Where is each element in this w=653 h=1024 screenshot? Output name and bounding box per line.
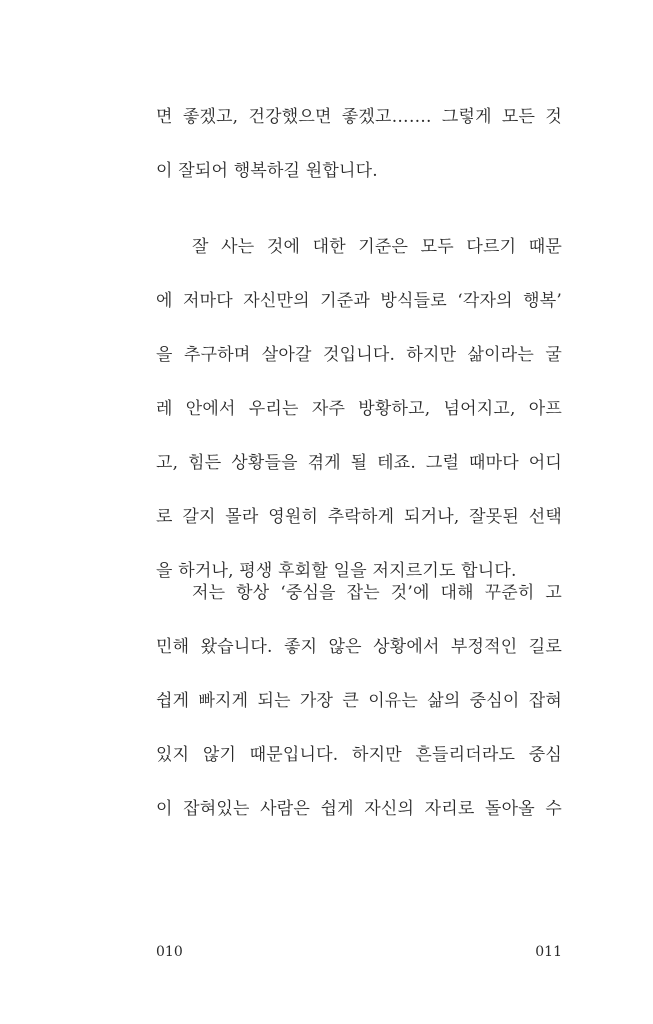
paragraph-line: 면 좋겠고, 건강했으면 좋겠고……. 그렇게 모든 것 [156, 107, 562, 127]
paragraph-line: 있지 않기 때문입니다. 하지만 흔들리더라도 중심 [156, 745, 562, 765]
paragraph-line: 민해 왔습니다. 좋지 않은 상황에서 부정적인 길로 [156, 637, 562, 657]
paragraph-line: 을 추구하며 살아갈 것입니다. 하지만 삶이라는 굴 [156, 345, 562, 365]
paragraph-line: 쉽게 빠지게 되는 가장 큰 이유는 삶의 중심이 잡혀 [156, 691, 562, 711]
paragraph-line: 에 저마다 자신만의 기준과 방식들로 ‘각자의 행복’ [156, 291, 562, 311]
paragraph-line: 고, 힘든 상황들을 겪게 될 테죠. 그럴 때마다 어디 [156, 453, 562, 473]
paragraph-line: 레 안에서 우리는 자주 방황하고, 넘어지고, 아프 [156, 399, 562, 419]
page-number-right: 011 [535, 944, 562, 960]
paragraph-2 [156, 220, 562, 598]
paragraph-3 [156, 566, 562, 836]
paragraph-1 [156, 90, 562, 198]
page-number-left: 010 [156, 944, 183, 960]
paragraph-line: 잘 사는 것에 대한 기준은 모두 다르기 때문 [192, 237, 562, 257]
paragraph-line: 이 잘되어 행복하길 원합니다. [156, 161, 378, 181]
paragraph-line: 을 하거나, 평생 후회할 일을 저지르기도 합니다. [156, 561, 517, 581]
paragraph-line: 저는 항상 ‘중심을 잡는 것’에 대해 꾸준히 고 [192, 583, 562, 603]
paragraph-line: 로 갈지 몰라 영원히 추락하게 되거나, 잘못된 선택 [156, 507, 562, 527]
paragraph-line: 이 잡혀있는 사람은 쉽게 자신의 자리로 돌아올 수 [156, 799, 562, 819]
